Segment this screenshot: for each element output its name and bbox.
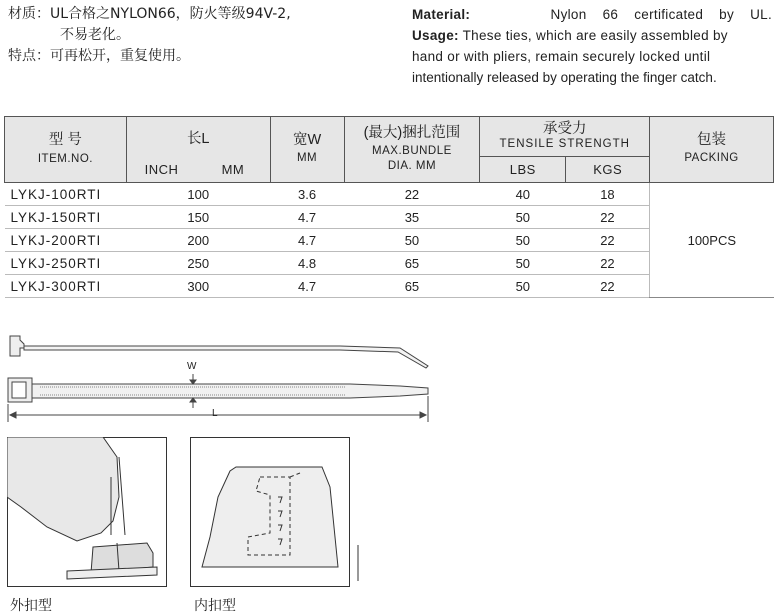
cell-length: 200: [126, 229, 270, 252]
divider-mark: [356, 545, 360, 581]
cell-bundle: 65: [344, 252, 480, 275]
cell-width: 3.6: [270, 183, 344, 206]
cell-kgs: 22: [566, 252, 650, 275]
header-length: [126, 117, 270, 157]
cell-width: 4.7: [270, 275, 344, 298]
spec-table: [4, 116, 774, 298]
header-width-unit: MM: [296, 152, 318, 164]
cell-item: LYKJ-150RTI: [5, 206, 127, 229]
cell-kgs: 22: [566, 275, 650, 298]
cell-kgs: 22: [566, 206, 650, 229]
header-item-cn: 型 号: [48, 131, 82, 148]
usage-en-line1: [412, 25, 772, 46]
inner-lock-illustration: [190, 437, 350, 587]
cell-item: LYKJ-250RTI: [5, 252, 127, 275]
material-en-text: Nylon 66 certificated by UL.: [550, 7, 772, 22]
material-cn: [8, 4, 291, 67]
usage-en-line2: hand or with pliers, remain securely locked until: [412, 49, 711, 64]
usage-en-label: Usage:: [412, 28, 459, 43]
caption-inner: 内扣型: [194, 598, 236, 614]
table-row: [5, 183, 774, 206]
header-bundle-cn: (最大)捆扎范围: [363, 124, 461, 141]
cell-bundle: 50: [344, 229, 480, 252]
material-cn-line2: 不易老化。: [60, 27, 130, 43]
header-packing-cn: 包装: [697, 132, 727, 148]
material-en-line: [412, 4, 772, 25]
cell-width: 4.7: [270, 229, 344, 252]
cell-bundle: 65: [344, 275, 480, 298]
cell-item: LYKJ-100RTI: [5, 183, 127, 206]
header-item-en: ITEM.NO.: [37, 152, 93, 165]
header-packing: [650, 117, 774, 183]
cell-lbs: 50: [480, 275, 566, 298]
cell-bundle: 22: [344, 183, 480, 206]
cell-kgs: 22: [566, 229, 650, 252]
cell-width: 4.7: [270, 206, 344, 229]
header-bundle-en1: MAX.BUNDLE: [372, 144, 452, 157]
header-bundle: [344, 117, 480, 183]
usage-en-line3: intentionally released by operating the finger catch.: [412, 70, 717, 85]
cell-kgs: 18: [566, 183, 650, 206]
header-tensile-lbs: LBS: [480, 157, 566, 183]
intro-en: [412, 4, 772, 88]
material-en-label: Material:: [412, 7, 471, 22]
cell-item: LYKJ-200RTI: [5, 229, 127, 252]
header-tensile: [480, 117, 650, 157]
cable-tie-diagram: [0, 318, 778, 430]
cell-length: 100: [126, 183, 270, 206]
length-dimension: [8, 396, 428, 422]
header-width: [270, 117, 344, 183]
width-label: W: [187, 361, 197, 372]
header-length-mm: MM: [196, 157, 270, 183]
cell-bundle: 35: [344, 206, 480, 229]
cell-length: 150: [126, 206, 270, 229]
header-tensile-kgs: KGS: [566, 157, 650, 183]
length-label: L: [212, 408, 218, 419]
header-length-inch: INCH: [126, 157, 196, 183]
caption-outer: 外扣型: [10, 598, 52, 614]
usage-en-text1: These ties, which are easily assembled by: [462, 28, 728, 43]
header-item: [5, 117, 127, 183]
cell-lbs: 50: [480, 252, 566, 275]
header-tensile-cn: 承受力: [542, 120, 587, 137]
cell-width: 4.8: [270, 252, 344, 275]
cable-tie-side-view: [10, 336, 428, 368]
header-bundle-en2: DIA. MM: [387, 159, 437, 172]
cable-tie-top-view: [8, 378, 428, 402]
cell-item: LYKJ-300RTI: [5, 275, 127, 298]
cell-lbs: 50: [480, 229, 566, 252]
cell-lbs: 40: [480, 183, 566, 206]
cell-packing: 100PCS: [650, 183, 774, 298]
header-packing-en: PACKING: [684, 152, 739, 164]
material-cn-line1: 材质：UL合格之NYLON66，防火等级94V-2,: [8, 6, 291, 22]
cell-length: 250: [126, 252, 270, 275]
header-length-label: 长L: [186, 131, 210, 148]
cell-lbs: 50: [480, 206, 566, 229]
feature-cn-line: 特点：可再松开，重复使用。: [8, 48, 190, 64]
outer-lock-illustration: [7, 437, 167, 587]
header-tensile-en: TENSILE STRENGTH: [499, 137, 630, 150]
cell-length: 300: [126, 275, 270, 298]
header-width-label: 宽W: [292, 132, 322, 148]
